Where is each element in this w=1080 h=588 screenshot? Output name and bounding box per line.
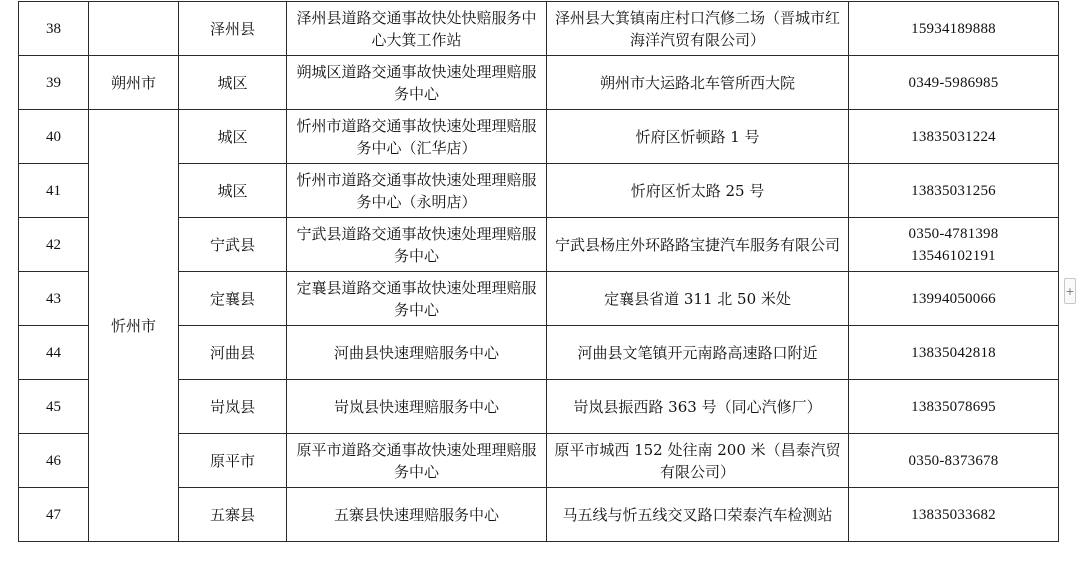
phone-cell [849, 326, 1059, 380]
center-name-cell: 泽州县道路交通事故快处快赔服务中心大箕工作站 [287, 2, 547, 56]
phone-number: 13835033682 [911, 506, 996, 523]
row-number: 44 [19, 326, 89, 380]
phone-number: 0350-8373678 [908, 452, 999, 469]
row-number: 38 [19, 2, 89, 56]
service-center-table [18, 1, 1059, 542]
row-number: 39 [19, 56, 89, 110]
phone-cell [849, 56, 1059, 110]
county-cell: 宁武县 [179, 218, 287, 272]
address-cell: 泽州县大箕镇南庄村口汽修二场（晋城市红海洋汽贸有限公司） [547, 2, 849, 56]
phone-cell [849, 2, 1059, 56]
address-cell: 岢岚县振西路 363 号（同心汽修厂） [547, 380, 849, 434]
center-name-cell: 朔城区道路交通事故快速处理理赔服务中心 [287, 56, 547, 110]
phone-number: 13835031224 [911, 128, 996, 145]
county-cell: 原平市 [179, 434, 287, 488]
phone-number: 13546102191 [911, 247, 996, 264]
phone-number: 13835042818 [911, 344, 996, 361]
center-name-cell: 原平市道路交通事故快速处理理赔服务中心 [287, 434, 547, 488]
county-cell: 岢岚县 [179, 380, 287, 434]
county-cell: 城区 [179, 110, 287, 164]
address-cell: 朔州市大运路北车管所西大院 [547, 56, 849, 110]
address-cell: 忻府区忻太路 25 号 [547, 164, 849, 218]
county-cell: 城区 [179, 56, 287, 110]
address-cell: 定襄县省道 311 北 50 米处 [547, 272, 849, 326]
center-name-cell: 定襄县道路交通事故快速处理理赔服务中心 [287, 272, 547, 326]
county-cell: 城区 [179, 164, 287, 218]
row-number: 47 [19, 488, 89, 542]
center-name-cell: 岢岚县快速理赔服务中心 [287, 380, 547, 434]
phone-cell [849, 110, 1059, 164]
phone-cell [849, 272, 1059, 326]
phone-cell [849, 380, 1059, 434]
table-row [19, 2, 1059, 56]
phone-cell [849, 218, 1059, 272]
phone-cell [849, 488, 1059, 542]
city-cell: 忻州市 [89, 110, 179, 542]
address-cell: 原平市城西 152 处往南 200 米（昌泰汽贸有限公司） [547, 434, 849, 488]
phone-number: 13835078695 [911, 398, 996, 415]
row-number: 46 [19, 434, 89, 488]
phone-number: 0349-5986985 [908, 74, 999, 91]
county-cell: 河曲县 [179, 326, 287, 380]
table-row [19, 110, 1059, 164]
phone-cell [849, 434, 1059, 488]
address-cell: 宁武县杨庄外环路路宝捷汽车服务有限公司 [547, 218, 849, 272]
center-name-cell: 宁武县道路交通事故快速处理理赔服务中心 [287, 218, 547, 272]
center-name-cell: 五寨县快速理赔服务中心 [287, 488, 547, 542]
row-number: 41 [19, 164, 89, 218]
county-cell: 定襄县 [179, 272, 287, 326]
add-row-handle[interactable] [1064, 278, 1076, 304]
row-number: 40 [19, 110, 89, 164]
phone-number: 13994050066 [911, 290, 996, 307]
phone-number: 15934189888 [911, 20, 996, 37]
city-cell: 朔州市 [89, 56, 179, 110]
county-cell: 泽州县 [179, 2, 287, 56]
center-name-cell: 河曲县快速理赔服务中心 [287, 326, 547, 380]
city-cell [89, 2, 179, 56]
county-cell: 五寨县 [179, 488, 287, 542]
phone-number: 0350-4781398 [908, 225, 999, 242]
row-number: 45 [19, 380, 89, 434]
row-number: 42 [19, 218, 89, 272]
plus-icon: + [1065, 284, 1075, 298]
phone-number: 13835031256 [911, 182, 996, 199]
address-cell: 河曲县文笔镇开元南路高速路口附近 [547, 326, 849, 380]
center-name-cell: 忻州市道路交通事故快速处理理赔服务中心（永明店） [287, 164, 547, 218]
row-number: 43 [19, 272, 89, 326]
table-row [19, 56, 1059, 110]
address-cell: 马五线与忻五线交叉路口荣泰汽车检测站 [547, 488, 849, 542]
phone-cell [849, 164, 1059, 218]
address-cell: 忻府区忻顿路 1 号 [547, 110, 849, 164]
center-name-cell: 忻州市道路交通事故快速处理理赔服务中心（汇华店） [287, 110, 547, 164]
